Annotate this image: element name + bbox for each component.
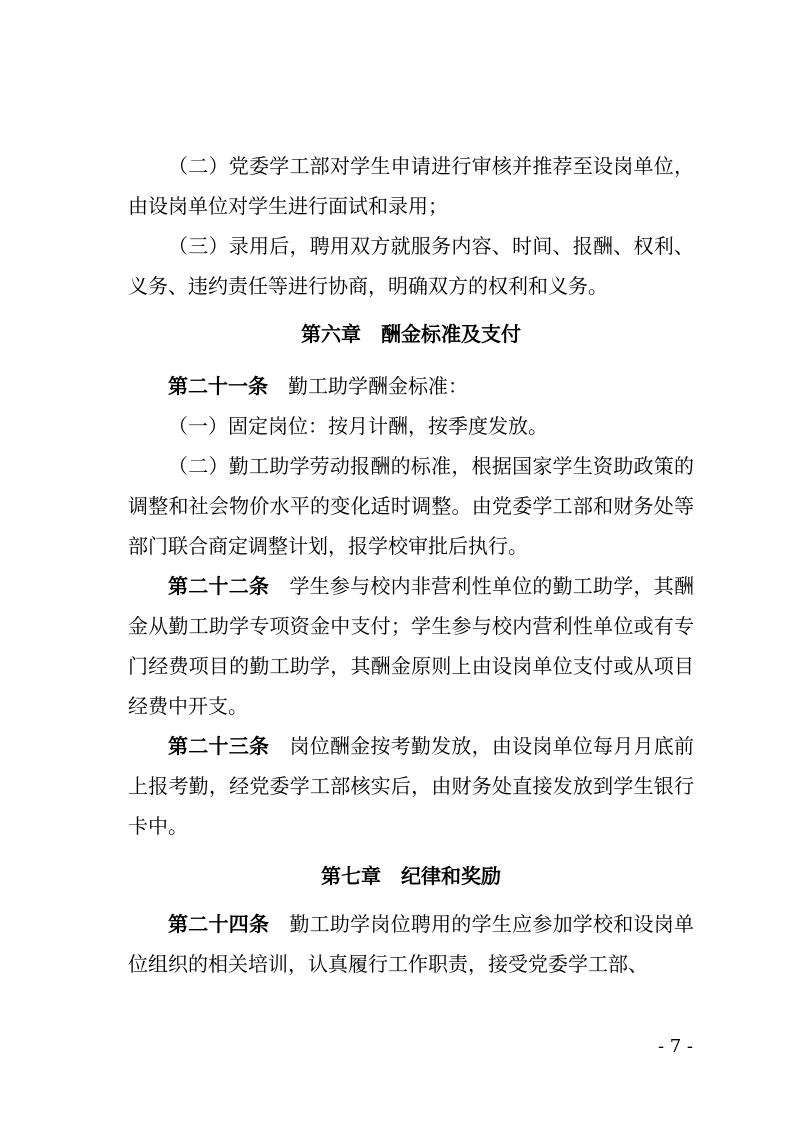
article-24 xyxy=(128,904,694,984)
article-21-item-1: （一）固定岗位：按月计酬，按季度发放。 xyxy=(168,414,548,438)
body-text xyxy=(128,146,694,306)
article-22 xyxy=(128,566,694,726)
article-23-text: 岗位酬金按考勤发放，由设岗单位每月月底前上报考勤，经党委学工部核实后，由财务处直接发放到学生银行卡中。 xyxy=(128,734,695,838)
paragraph-item-3: （三）录用后，聘用双方就服务内容、时间、报酬、权利、义务、违约责任等进行协商，明确双方的权利和义务。 xyxy=(128,234,694,298)
article-23-title: 第二十三条 xyxy=(168,734,270,758)
article-21-title: 第二十一条 xyxy=(168,374,268,398)
chapter-six-heading: 第六章 酬金标准及支付 xyxy=(301,322,521,346)
article-22-title: 第二十二条 xyxy=(168,574,270,598)
article-21 xyxy=(128,366,694,406)
article-22-text: 学生参与校内非营利性单位的勤工助学，其酬金从勤工助学专项资金中支付；学生参与校内营利性单位或有专门经费项目的勤工助学，其酬金原则上由设岗单位支付或从项目经费中开支。 xyxy=(128,574,695,718)
chapter-seven-heading: 第七章 纪律和奖励 xyxy=(321,864,501,888)
article-21-item-2: （二）勤工助学劳动报酬的标准，根据国家学生资助政策的调整和社会物价水平的变化适时调整。由党委学工部和财务处等部门联合商定调整计划，报学校审批后执行。 xyxy=(128,454,694,558)
article-23 xyxy=(128,726,694,846)
article-21-text: 勤工助学酬金标准： xyxy=(288,374,468,398)
paragraph-item-2: （二）党委学工部对学生申请进行审核并推荐至设岗单位，由设岗单位对学生进行面试和录用； xyxy=(128,154,694,218)
page-number: - 7 - xyxy=(657,1036,693,1057)
body-text-chapter6 xyxy=(128,366,694,846)
article-24-text: 勤工助学岗位聘用的学生应参加学校和设岗单位组织的相关培训，认真履行工作职责，接受党委学工部、 xyxy=(128,912,695,976)
article-24-title: 第二十四条 xyxy=(168,912,270,936)
body-text-chapter7 xyxy=(128,904,694,984)
